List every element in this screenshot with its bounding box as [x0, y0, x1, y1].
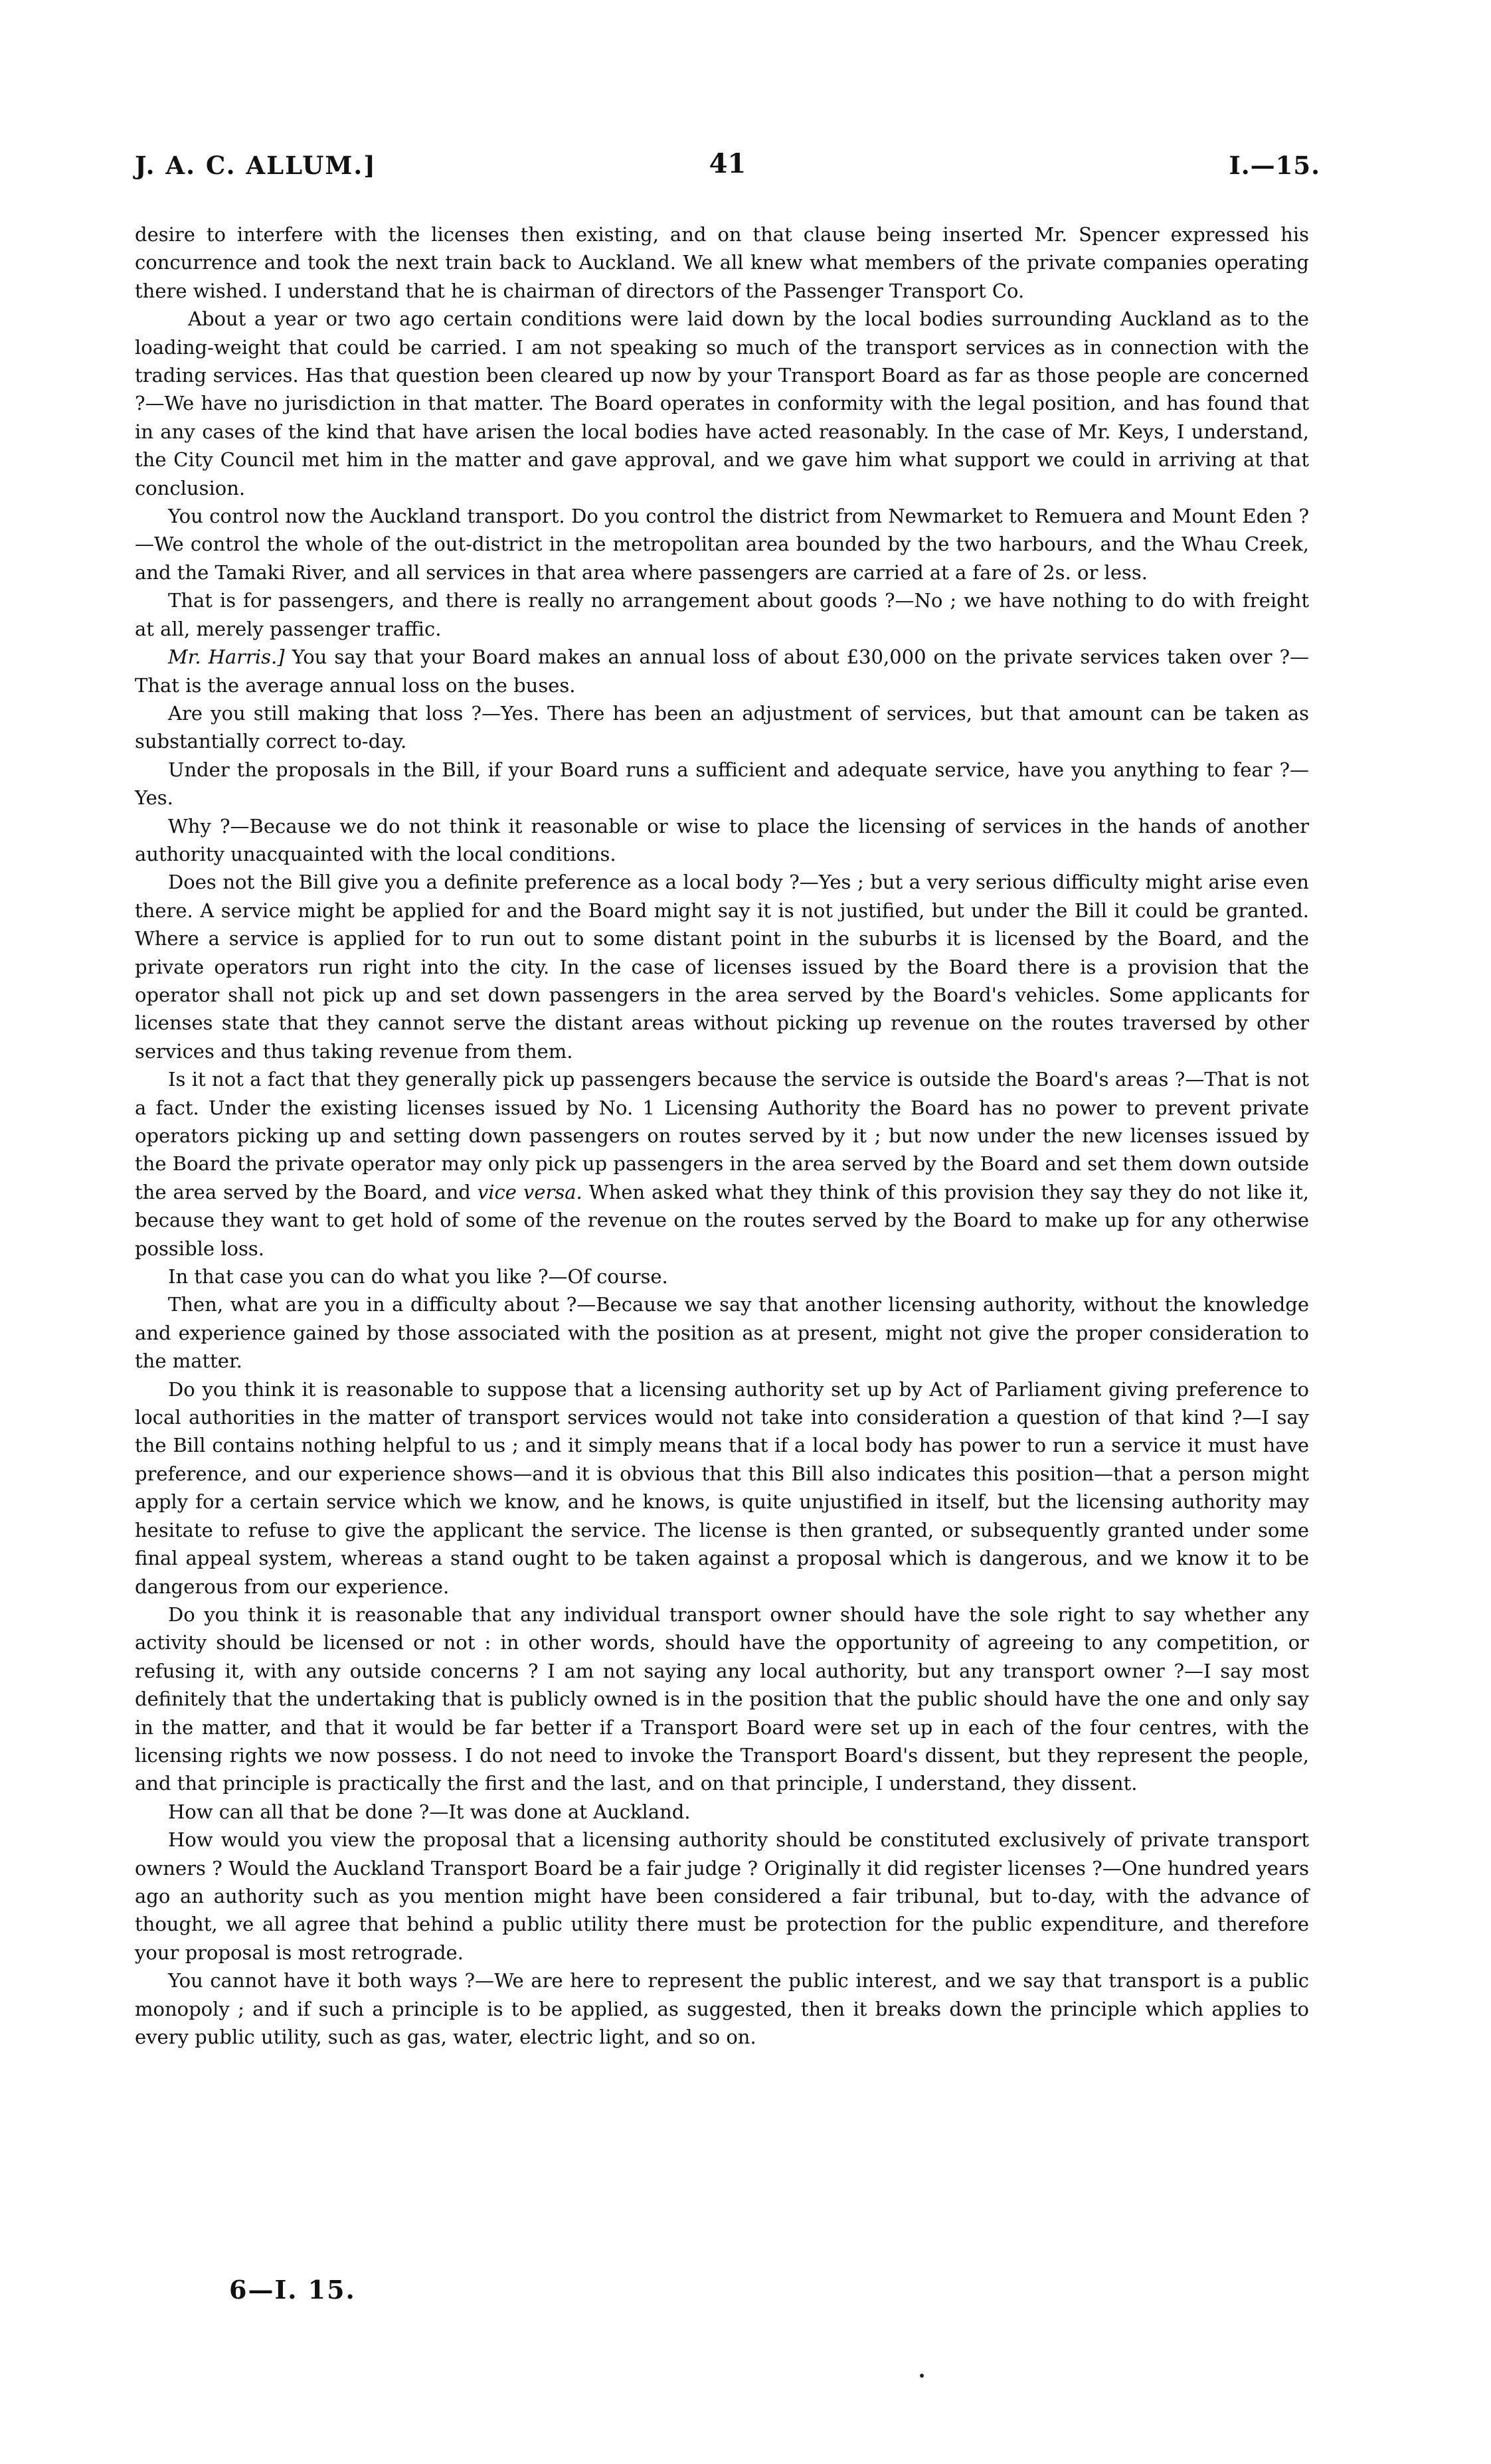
italic-text: Mr. Harris.] — [168, 646, 285, 669]
page-number: 41 — [709, 148, 746, 179]
paragraph-text: In that case you can do what you like ?—Of course. — [168, 1265, 668, 1288]
paragraph-text: How can all that be done ?—It was done at Auckland. — [168, 1800, 691, 1823]
paragraph-text: Do you think it is reasonable that any individual transport owner should have the sole right to say whether any activity should be licensed or not : in other words, should have the opportunity of agreeing to any competition, or refusing it, with any outside concerns ? I am not saying any local authority, but any transport owner ?—I say most definitely that the undertaking that is publicly owned is in the position that the public should have the one and only say in the matter, and that it would be far better if a Transport Board were set up in each of the four centres, with the licensing rights we now possess. I do not need to invoke the Transport Board's dissent, but they represent the people, and that principle is practically the first and the last, and on that principle, I understand, they dissent. — [135, 1603, 1309, 1795]
paragraph — [135, 1826, 1309, 1967]
paragraph-text: Under the proposals in the Bill, if your Board runs a sufficient and adequate service, have you anything to fear ?—Yes. — [135, 758, 1309, 810]
paragraph — [135, 756, 1309, 812]
paragraph-text: Why ?—Because we do not think it reasonable or wise to place the licensing of services in the hands of another authority unacquainted with the local conditions. — [135, 814, 1309, 865]
body-text — [135, 220, 1309, 2051]
paragraph — [135, 1798, 1309, 1826]
paragraph — [135, 1065, 1309, 1263]
paragraph — [135, 868, 1309, 1065]
paragraph-text: You say that your Board makes an annual loss of about £30,000 on the private services taken over ?—That is the average annual loss on the buses. — [135, 646, 1309, 697]
paragraph-text: Does not the Bill give you a definite preference as a local body ?—Yes ; but a very serious difficulty might arise even there. A service might be applied for and the Board might say it is not justified, but under the Bill it could be granted. Where a service is applied for to run out to some distant point in the suburbs it is licensed by the Board, and the private operators run right into the city. In the case of licenses issued by the Board there is a provision that the operator shall not pick up and set down passengers in the area served by the Board's vehicles. Some applicants for licenses state that they cannot serve the distant areas without picking up revenue on the routes traversed by other services and thus taking revenue from them. — [135, 871, 1309, 1063]
paragraph — [135, 305, 1309, 502]
running-header — [135, 148, 1320, 188]
paragraph — [135, 1601, 1309, 1798]
paragraph — [135, 1263, 1309, 1290]
print-speck — [920, 2374, 924, 2378]
paragraph-text: Is it not a fact that they generally pick up passengers because the service is outside the Board's areas ?—That is not a fact. Under the existing licenses issued by No. 1 Licensing Authority the Board has no power to prevent private operators picking up and setting down passengers on routes served by it ; but now under the new licenses issued by the Board the private operator may only pick up passengers in the area served by the Board and set them down outside the area served by the Board, and — [135, 1068, 1309, 1203]
paragraph-text: You control now the Auckland transport. Do you control the district from Newmarket to Remuera and Mount Eden ?—We control the whole of the out-district in the metropolitan area bounded by the two harbours, and the Whau Creek, and the Tamaki River, and all services in that area where passengers are carried at a fare of 2s. or less. — [135, 505, 1309, 584]
signature-mark: 6—I. 15. — [229, 2275, 356, 2305]
paragraph — [135, 1967, 1309, 2051]
paragraph-text: When asked what they think of this provision they say they do not like it, because they want to get hold of some of the revenue on the routes served by the Board to make up for any otherwise possible loss. — [135, 1180, 1309, 1260]
paragraph — [135, 812, 1309, 869]
paragraph-text: You cannot have it both ways ?—We are here to represent the public interest, and we say that transport is a public monopoly ; and if such a principle is to be applied, as suggested, then it breaks down the principle which applies to every public utility, such as gas, water, electric light, and so on. — [135, 1969, 1309, 2048]
paragraph-text: Then, what are you in a difficulty about ?—Because we say that another licensing authority, without the knowledge and experience gained by those associated with the position as at present, might not give the proper consideration to the matter. — [135, 1293, 1309, 1373]
paragraph — [135, 1290, 1309, 1375]
italic-text: vice versa. — [477, 1180, 582, 1203]
paragraph — [135, 502, 1309, 586]
paragraph — [135, 1375, 1309, 1601]
paragraph-text: Are you still making that loss ?—Yes. There has been an adjustment of services, but that amount can be taken as substantially correct to-day. — [135, 701, 1309, 753]
paragraph — [135, 643, 1309, 699]
paragraph — [135, 699, 1309, 756]
paragraph-text: How would you view the proposal that a licensing authority should be constituted exclusively of private transport owners ? Would the Auckland Transport Board be a fair judge ? Originally it did register licenses ?—One hundred years ago an authority such as you mention might have been considered a fair tribunal, but to-day, with the advance of thought, we all agree that behind a public utility there must be protection for the public expenditure, and therefore your proposal is most retrograde. — [135, 1828, 1309, 1964]
paragraph — [135, 586, 1309, 643]
paragraph-text: That is for passengers, and there is really no arrangement about goods ?—No ; we have nothing to do with freight at all, merely passenger traffic. — [135, 589, 1309, 640]
paragraph-text: desire to interfere with the licenses then existing, and on that clause being inserted Mr. Spencer expressed his concurrence and took the next train back to Auckland. We all knew what members of the private companies operating there wished. I understand that he is chairman of directors of the Passenger Transport Co. — [135, 223, 1309, 302]
document-reference: I.—15. — [1229, 151, 1320, 180]
paragraph-text: About a year or two ago certain conditions were laid down by the local bodies surrounding Auckland as to the loading-weight that could be carried. I am not speaking so much of the transport services as in connection with the trading services. Has that question been cleared up now by your Transport Board as far as those people are concerned ?—We have no jurisdiction in that matter. The Board operates in conformity with the legal position, and has found that in any cases of the kind that have arisen the local bodies have acted reasonably. In the case of Mr. Keys, I understand, the City Council met him in the matter and gave approval, and we gave him what support we could in arriving at that conclusion. — [135, 308, 1309, 499]
paragraph-text: Do you think it is reasonable to suppose that a licensing authority set up by Act of Parliament giving preference to local authorities in the matter of transport services would not take into consideration a question of that kind ?—I say the Bill contains nothing helpful to us ; and it simply means that if a local body has power to run a service it must have preference, and our experience shows—and it is obvious that this Bill also indicates this position—that a person might apply for a certain service which we know, and he knows, is quite unjustified in itself, but the licensing authority may hesitate to refuse to give the applicant the service. The license is then granted, or subsequently granted under some final appeal system, whereas a stand ought to be taken against a proposal which is dangerous, and we know it to be dangerous from our experience. — [135, 1377, 1309, 1598]
header-witness-name: J. A. C. ALLUM.] — [135, 151, 377, 180]
paragraph — [135, 220, 1309, 305]
